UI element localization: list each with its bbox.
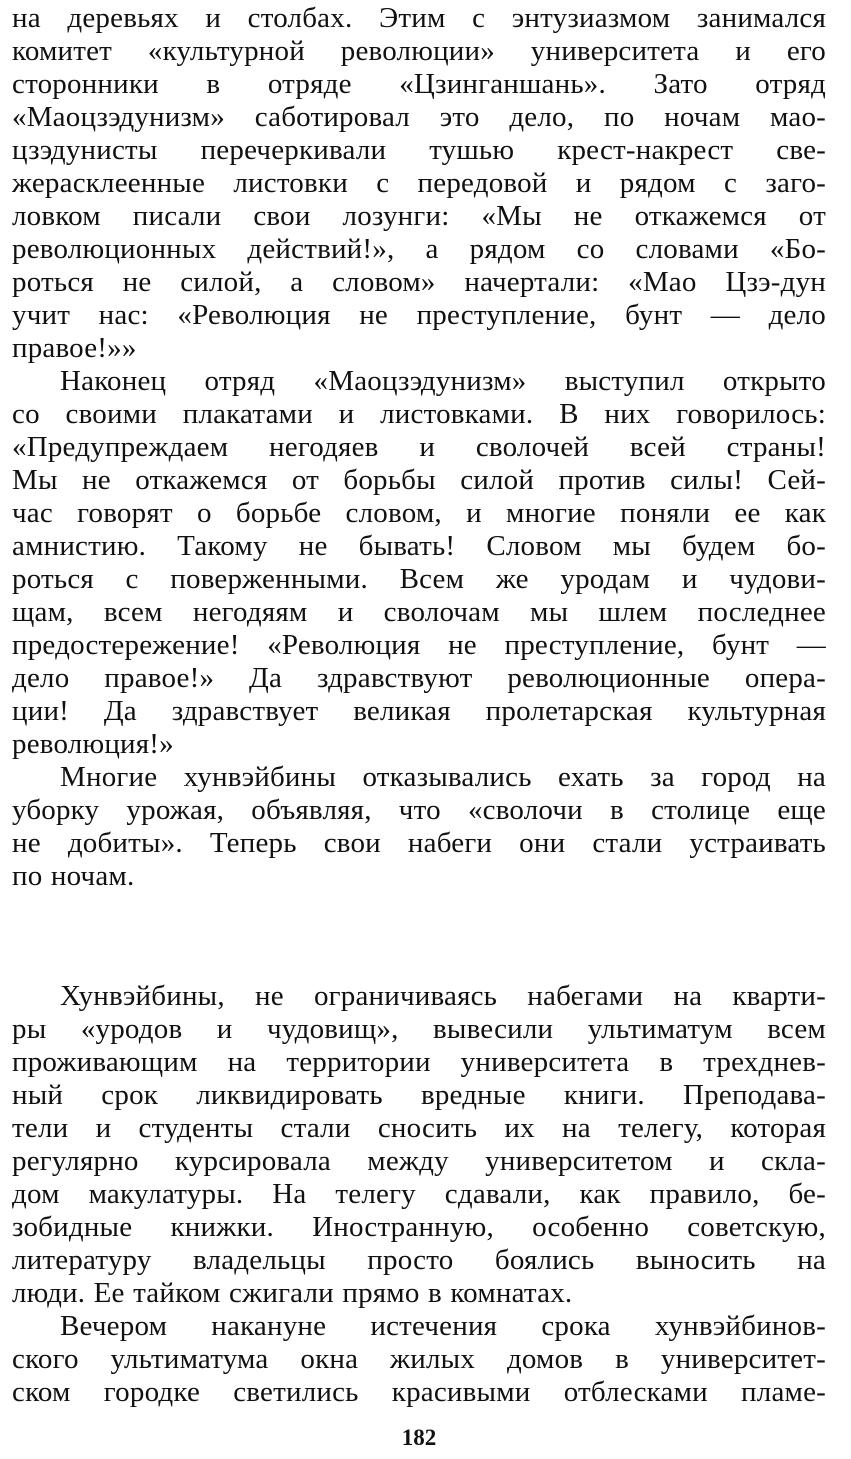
paragraph-2 — [12, 365, 826, 761]
text-line: предостережение! «Революция не преступление, бунт — — [12, 629, 826, 661]
text-line: сторонники в отряде «Цзинганшань». Зато отряд — [12, 68, 826, 100]
text-line: дело правое!» Да здравствуют революционные опера- — [12, 662, 826, 694]
text-line: зобидные книжки. Иностранную, особенно советскую, — [12, 1211, 826, 1243]
text-line: на деревьях и столбах. Этим с энтузиазмом занимался — [12, 2, 826, 34]
text-line: час говорят о борьбе словом, и многие поняли ее как — [12, 497, 826, 529]
text-line: ском городке светились красивыми отблесками пламе- — [12, 1376, 826, 1408]
text-line: Многие хунвэйбины отказывались ехать за город на — [60, 761, 826, 793]
text-line: по ночам. — [12, 860, 135, 892]
text-line: дом макулатуры. На телегу сдавали, как правило, бе- — [12, 1178, 826, 1210]
text-line: литературу владельцы просто боялись выносить на — [12, 1244, 826, 1276]
text-line: проживающим на территории университета в трехднев- — [12, 1046, 826, 1078]
text-line: цзэдунисты перечеркивали тушью крест-накрест све- — [12, 134, 826, 166]
text-line: революционных действий!», а рядом со словами «Бо- — [12, 233, 826, 265]
text-line: ского ультиматума окна жилых домов в университет- — [12, 1343, 826, 1375]
text-line: амнистию. Такому не бывать! Словом мы будем бо- — [12, 530, 826, 562]
text-line: не добиты». Теперь свои набеги они стали устраивать — [12, 827, 826, 859]
text-line: регулярно курсировала между университетом и скла- — [12, 1145, 826, 1177]
text-block-lower — [12, 980, 826, 1409]
text-line: правое!»» — [12, 332, 137, 364]
paragraph-1 — [12, 2, 826, 365]
text-line: уборку урожая, объявляя, что «сволочи в столице еще — [12, 794, 826, 826]
text-line: ры «уродов и чудовищ», вывесили ультиматум всем — [12, 1013, 826, 1045]
text-line: жерасклеенные листовки с передовой и рядом с заго- — [12, 167, 826, 199]
text-line: тели и студенты стали сносить их на телегу, которая — [12, 1112, 826, 1144]
text-block-upper — [12, 2, 826, 893]
text-line: ции! Да здравствует великая пролетарская культурная — [12, 695, 826, 727]
text-line: роться не силой, а словом» начертали: «Мао Цзэ-дун — [12, 266, 826, 298]
text-line: ный срок ликвидировать вредные книги. Преподава- — [12, 1079, 826, 1111]
text-line: Хунвэйбины, не ограничиваясь набегами на кварти- — [60, 980, 826, 1012]
text-line: «Маоцзэдунизм» саботировал это дело, по ночам мао- — [12, 101, 826, 133]
text-line: комитет «культурной революции» университета и его — [12, 35, 826, 67]
text-line: Наконец отряд «Маоцзэдунизм» выступил открыто — [60, 365, 826, 397]
text-line: Мы не откажемся от борьбы силой против силы! Сей- — [12, 464, 826, 496]
text-line: ловком писали свои лозунги: «Мы не откажемся от — [12, 200, 826, 232]
text-line: Вечером накануне истечения срока хунвэйбинов- — [60, 1310, 826, 1342]
text-line: учит нас: «Революция не преступление, бунт — дело — [12, 299, 826, 331]
text-line: со своими плакатами и листовками. В них говорилось: — [12, 398, 826, 430]
page-number: 182 — [401, 1425, 437, 1450]
paragraph-5 — [12, 1310, 826, 1409]
text-line: революция!» — [12, 728, 174, 760]
text-line: люди. Ее тайком сжигали прямо в комнатах. — [12, 1277, 573, 1309]
text-line: роться с поверженными. Всем же уродам и чудови- — [12, 563, 826, 595]
text-line: щам, всем негодяям и сволочам мы шлем последнее — [12, 596, 826, 628]
paragraph-3 — [12, 761, 826, 893]
book-page — [12, 0, 826, 1459]
paragraph-4 — [12, 980, 826, 1310]
text-line: «Предупреждаем негодяев и сволочей всей страны! — [12, 431, 826, 463]
